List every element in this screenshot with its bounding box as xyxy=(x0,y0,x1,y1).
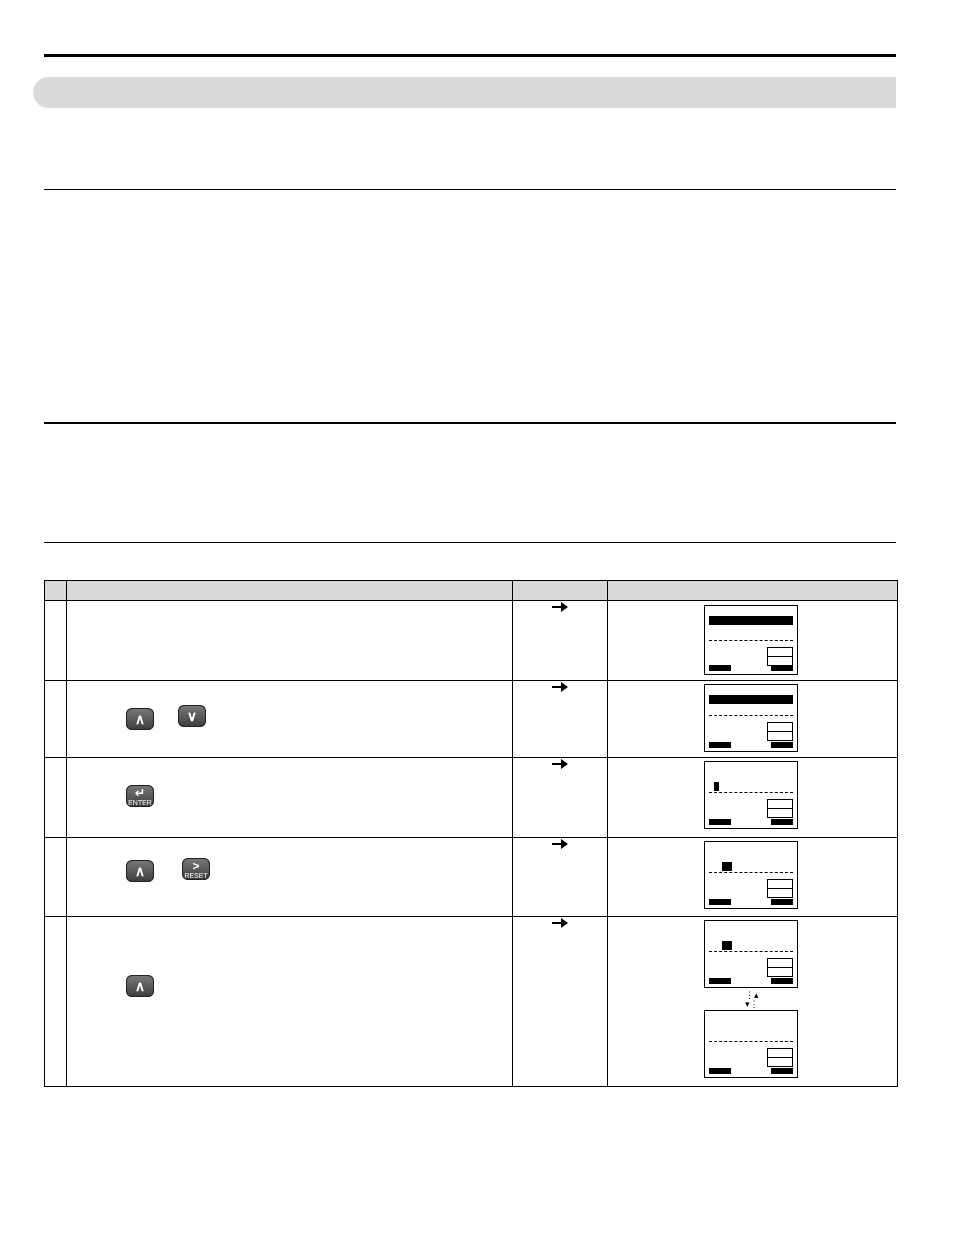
up-key-icon: ∧ xyxy=(126,975,154,997)
lcd-display xyxy=(704,761,798,829)
step-number-cell xyxy=(45,758,67,838)
arrow-cell xyxy=(513,758,608,838)
step-number-cell xyxy=(45,838,67,917)
procedure-table xyxy=(44,580,898,1087)
up-key-icon: ∧ xyxy=(126,860,154,882)
procedure-cell xyxy=(67,601,513,681)
down-key-icon: ∨ xyxy=(178,705,206,727)
procedure-cell xyxy=(67,917,513,1087)
top-rule xyxy=(44,54,896,57)
display-cell xyxy=(608,838,898,917)
table-row xyxy=(45,758,898,838)
header-arrow xyxy=(513,581,608,601)
display-cell xyxy=(608,601,898,681)
header-procedure xyxy=(67,581,513,601)
lcd-display xyxy=(704,684,798,752)
section-divider xyxy=(44,189,896,190)
right-arrow-icon xyxy=(552,918,568,928)
arrow-cell xyxy=(513,838,608,917)
display-cell xyxy=(608,758,898,838)
step-number-cell xyxy=(45,681,67,758)
reset-key-icon: > RESET xyxy=(182,858,210,880)
procedure-cell xyxy=(67,681,513,758)
procedure-cell xyxy=(67,758,513,838)
lcd-display xyxy=(704,605,798,675)
lcd-display xyxy=(704,841,798,909)
table-row xyxy=(45,601,898,681)
right-arrow-icon xyxy=(552,602,568,612)
section-banner xyxy=(33,77,896,108)
right-arrow-icon xyxy=(552,759,568,769)
arrow-cell xyxy=(513,917,608,1087)
section-divider xyxy=(44,422,896,424)
table-row xyxy=(45,681,898,758)
step-number-cell xyxy=(45,917,67,1087)
lcd-display xyxy=(704,920,798,988)
table-header-row xyxy=(45,581,898,601)
lcd-display xyxy=(704,1010,798,1078)
right-arrow-icon xyxy=(552,839,568,849)
step-number-cell xyxy=(45,601,67,681)
header-step xyxy=(45,581,67,601)
section-divider xyxy=(44,542,896,543)
procedure-cell xyxy=(67,838,513,917)
enter-key-icon: ↵ ENTER xyxy=(126,785,154,807)
table-row xyxy=(45,838,898,917)
table-row xyxy=(45,917,898,1087)
display-cell xyxy=(608,681,898,758)
arrow-cell xyxy=(513,601,608,681)
display-cell xyxy=(608,917,898,1087)
header-display xyxy=(608,581,898,601)
alternating-arrows-icon: ⋮▴ ▾⋮ xyxy=(745,990,759,1009)
up-key-icon: ∧ xyxy=(126,708,154,730)
arrow-cell xyxy=(513,681,608,758)
right-arrow-icon xyxy=(552,682,568,692)
